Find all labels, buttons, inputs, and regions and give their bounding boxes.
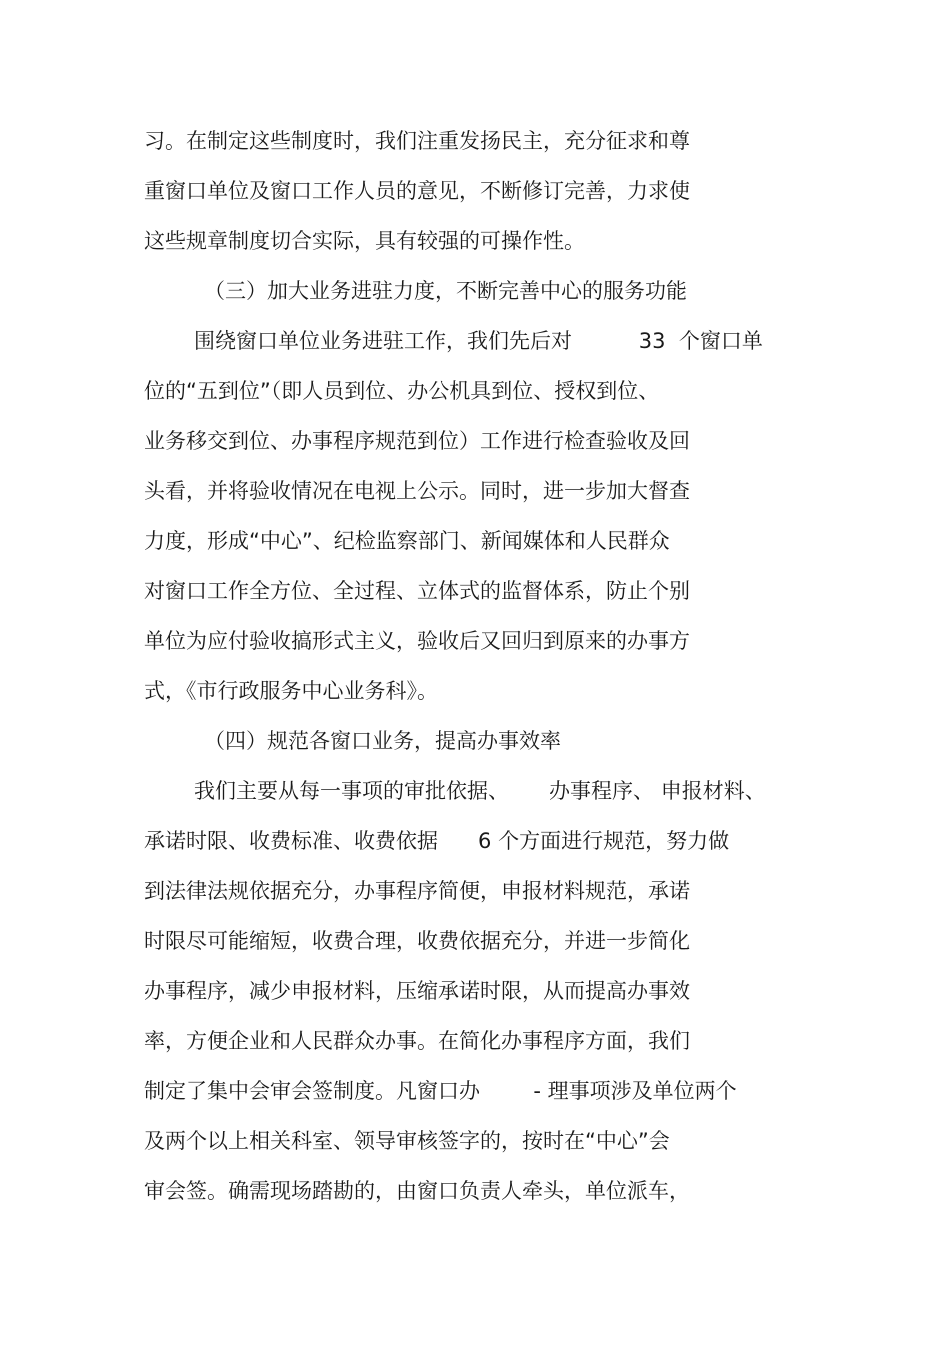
text-line: 重窗口单位及窗口工作人员的意见，不断修订完善，力求使: [144, 179, 690, 203]
text-line: 力度，形成“中心”、纪检监察部门、新闻媒体和人民群众: [144, 529, 670, 553]
text-line: 头看，并将验收情况在电视上公示。同时，进一步加大督查: [144, 479, 690, 503]
text-line: 办事程序，减少申报材料，压缩承诺时限，从而提高办事效: [144, 979, 690, 1003]
text-line: 率，方便企业和人民群众办事。在简化办事程序方面，我们: [144, 1029, 690, 1053]
text-line: 位的“五到位”（即人员到位、办公机具到位、授权到位、: [144, 379, 660, 403]
text-line: 围绕窗口单位业务进驻工作，我们先后对 33 个窗口单: [194, 329, 763, 353]
text-line: 业务移交到位、办事程序规范到位）工作进行检查验收及回: [144, 429, 690, 453]
section-heading: （四）规范各窗口业务，提高办事效率: [204, 729, 561, 753]
text-line: 制定了集中会审会签制度。凡窗口办 - 理事项涉及单位两个: [144, 1079, 737, 1103]
section-heading: （三）加大业务进驻力度，不断完善中心的服务功能: [204, 279, 687, 303]
text-line: 及两个以上相关科室、领导审核签字的，按时在“中心”会: [144, 1129, 670, 1153]
text-line: 这些规章制度切合实际，具有较强的可操作性。: [144, 229, 585, 253]
text-line: 习。在制定这些制度时，我们注重发扬民主，充分征求和尊: [144, 129, 690, 153]
text-line: 到法律法规依据充分，办事程序简便，申报材料规范，承诺: [144, 879, 690, 903]
text-line: 我们主要从每一事项的审批依据、 办事程序、 申报材料、: [194, 779, 766, 803]
text-line: 式，《市行政服务中心业务科》。: [144, 679, 438, 703]
text-line: 对窗口工作全方位、全过程、立体式的监督体系，防止个别: [144, 579, 690, 603]
text-line: 单位为应付验收搞形式主义，验收后又回归到原来的办事方: [144, 629, 690, 653]
text-line: 时限尽可能缩短，收费合理，收费依据充分，并进一步简化: [144, 929, 690, 953]
text-line: 审会签。确需现场踏勘的，由窗口负责人牵头，单位派车，: [144, 1179, 690, 1203]
text-line: 承诺时限、收费标准、收费依据 6 个方面进行规范，努力做: [144, 829, 730, 853]
